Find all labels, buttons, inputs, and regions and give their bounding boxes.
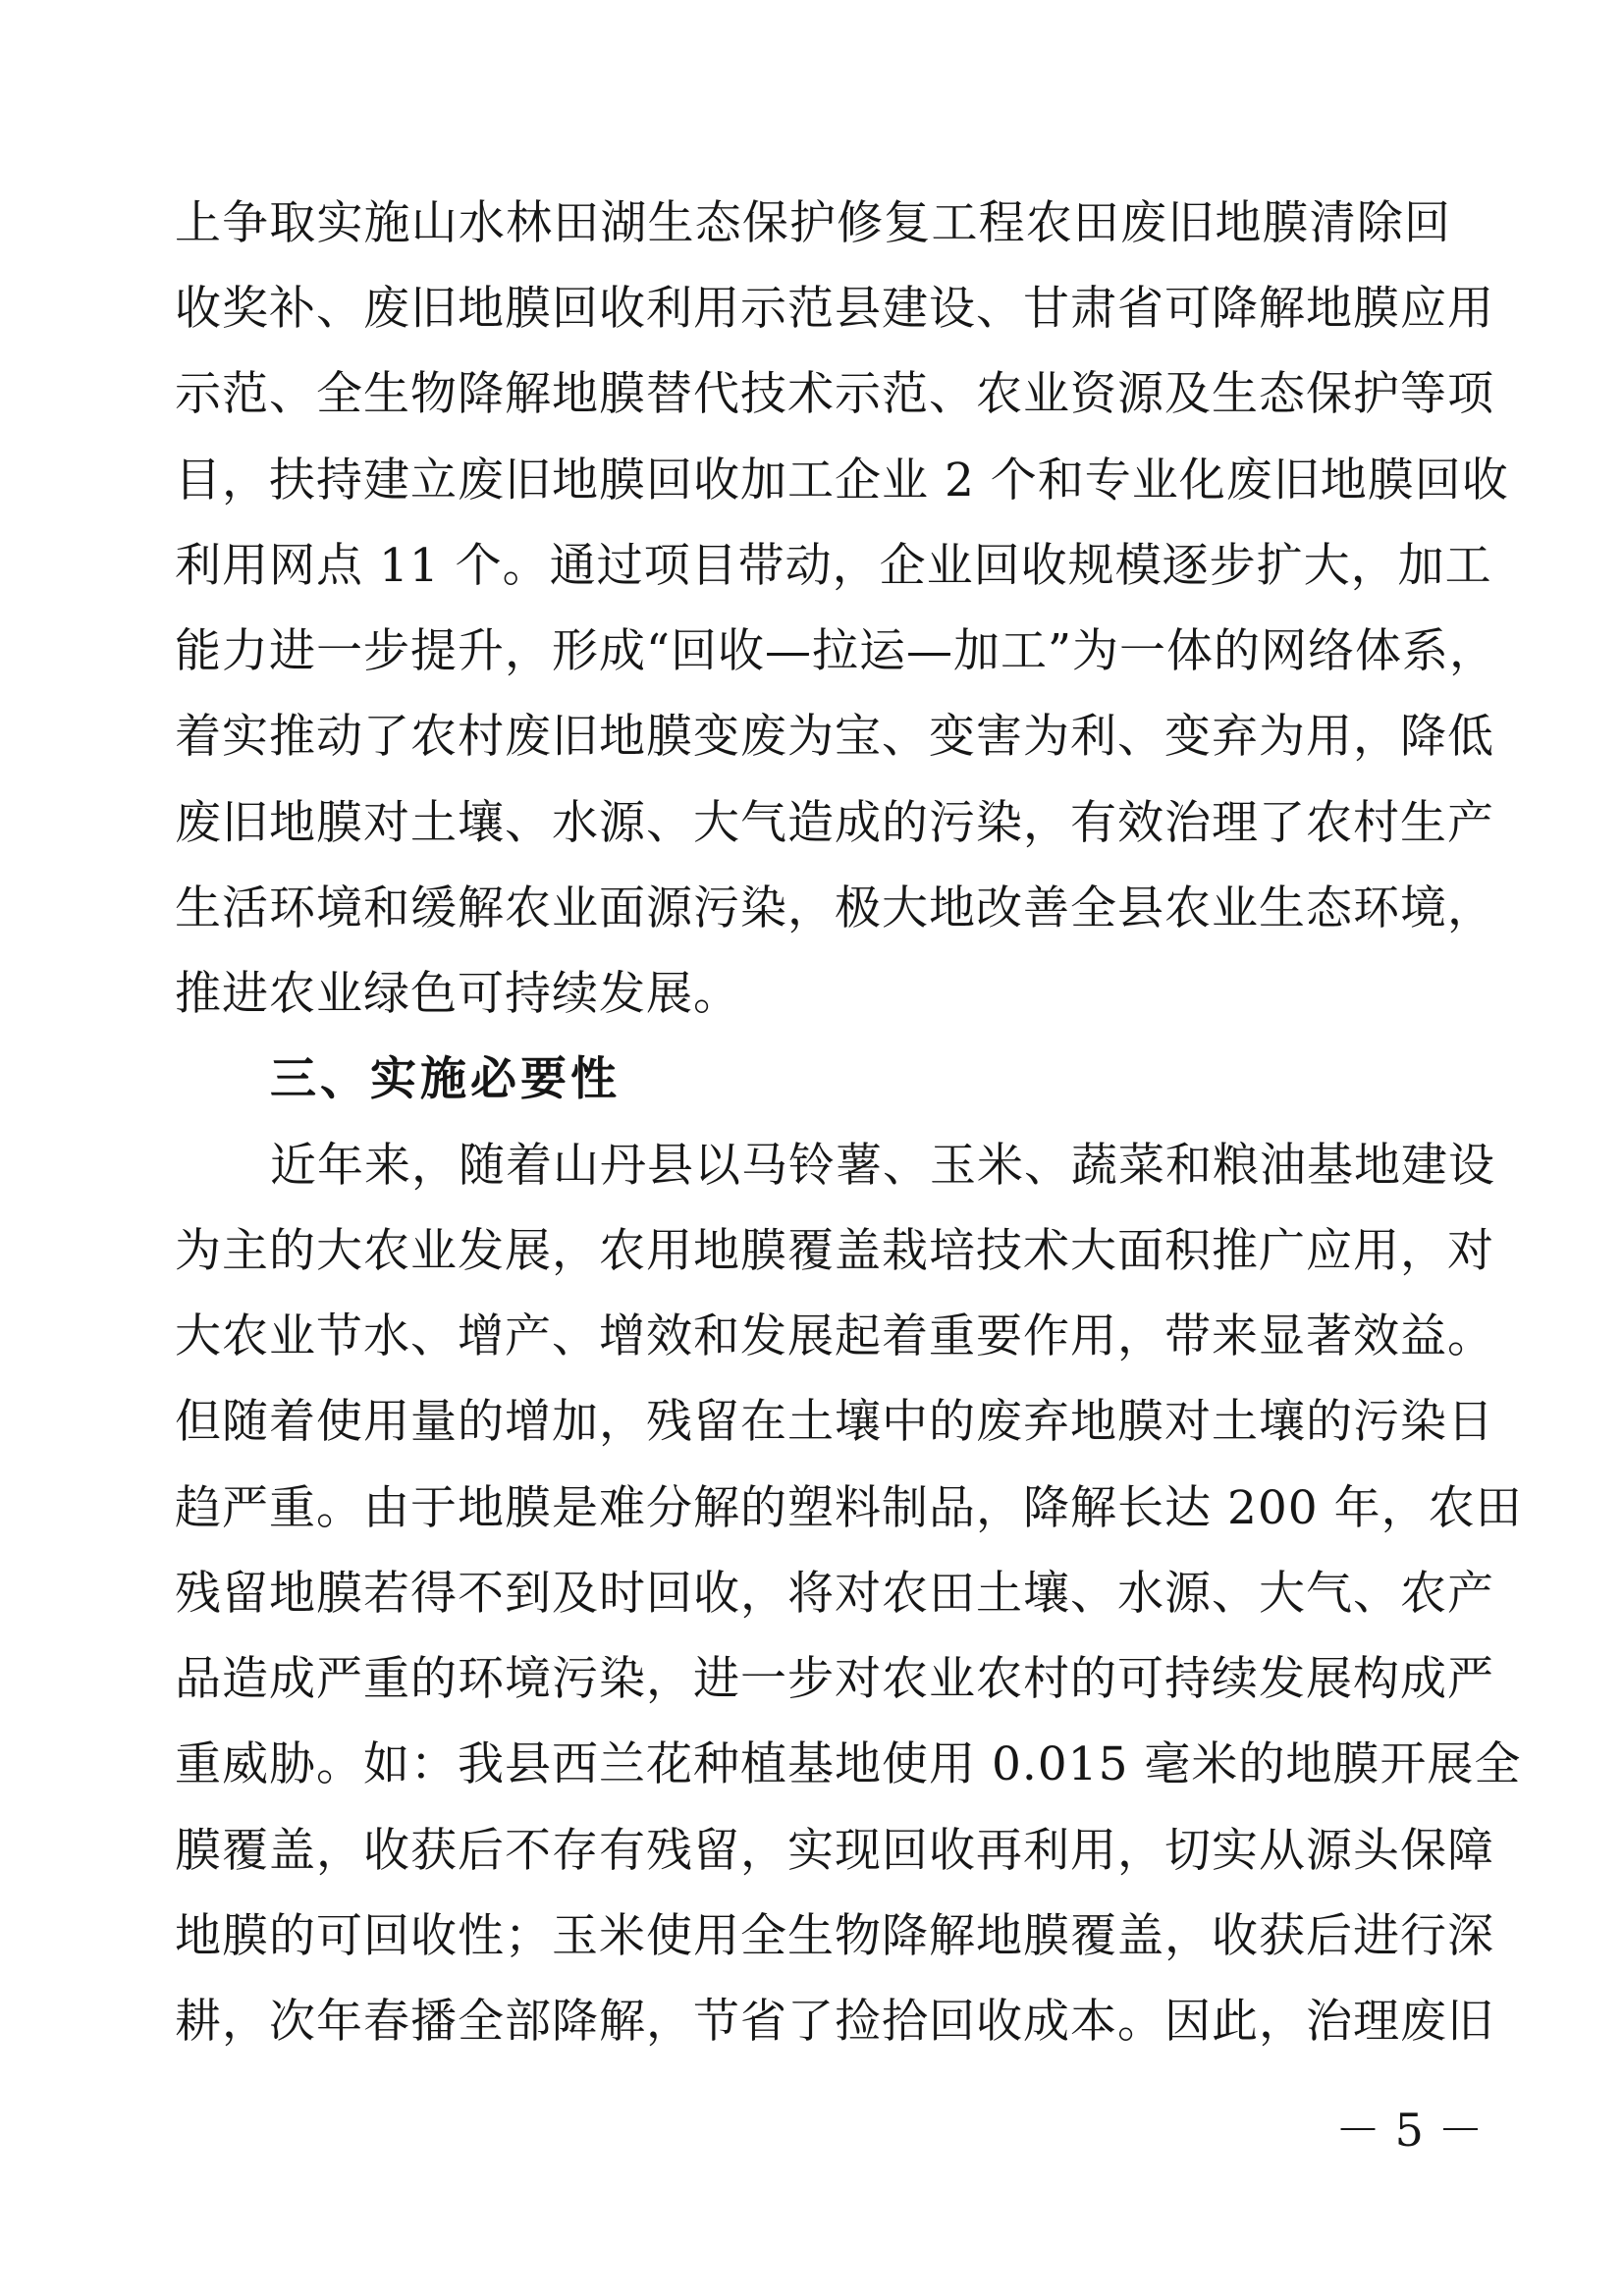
- body-text-line: 能力进一步提升，形成“回收—拉运—加工”为一体的网络体系，: [175, 624, 1497, 678]
- body-text-line: 示范、全生物降解地膜替代技术示范、农业资源及生态保护等项: [175, 367, 1494, 421]
- body-text-line: 上争取实施山水林田湖生态保护修复工程农田废旧地膜清除回: [175, 196, 1451, 250]
- body-text-line: 废旧地膜对土壤、水源、大气造成的污染，有效治理了农村生产: [175, 796, 1494, 850]
- body-text-line: 收奖补、废旧地膜回收利用示范县建设、甘肃省可降解地膜应用: [175, 282, 1494, 336]
- body-text-line: 重威胁。如：我县西兰花种植基地使用 0.015 毫米的地膜开展全: [175, 1737, 1522, 1791]
- body-text-line: 地膜的可回收性；玉米使用全生物降解地膜覆盖，收获后进行深: [175, 1909, 1494, 1963]
- body-text-line: 大农业节水、增产、增效和发展起着重要作用，带来显著效益。: [175, 1309, 1494, 1363]
- body-text-line: 但随着使用量的增加，残留在土壤中的废弃地膜对土壤的污染日: [175, 1395, 1494, 1449]
- body-text-line: 膜覆盖，收获后不存有残留，实现回收再利用，切实从源头保障: [175, 1824, 1494, 1878]
- body-text-line: 近年来，随着山丹县以马铃薯、玉米、蔬菜和粮油基地建设: [270, 1139, 1495, 1193]
- page-number: － 5 －: [1335, 2104, 1484, 2157]
- body-text-line: 残留地膜若得不到及时回收，将对农田土壤、水源、大气、农产: [175, 1567, 1494, 1621]
- body-text-line: 着实推动了农村废旧地膜变废为宝、变害为利、变弃为用，降低: [175, 710, 1494, 764]
- body-text-line: 利用网点 11 个。通过项目带动，企业回收规模逐步扩大，加工: [175, 539, 1492, 593]
- body-text-line: 为主的大农业发展，农用地膜覆盖栽培技术大面积推广应用，对: [175, 1224, 1494, 1278]
- body-text-line: 耕，次年春播全部降解，节省了捡拾回收成本。因此，治理废旧: [175, 1995, 1494, 2049]
- body-text-line: 生活环境和缓解农业面源污染，极大地改善全县农业生态环境，: [175, 881, 1494, 935]
- body-text-line: 推进农业绿色可持续发展。: [175, 967, 740, 1021]
- body-text-line: 目，扶持建立废旧地膜回收加工企业 2 个和专业化废旧地膜回收: [175, 454, 1509, 507]
- section-heading: 三、实施必要性: [270, 1052, 621, 1106]
- body-text-line: 品造成严重的环境污染，进一步对农业农村的可持续发展构成严: [175, 1652, 1494, 1706]
- body-text-line: 趋严重。由于地膜是难分解的塑料制品，降解长达 200 年，农田: [175, 1481, 1523, 1535]
